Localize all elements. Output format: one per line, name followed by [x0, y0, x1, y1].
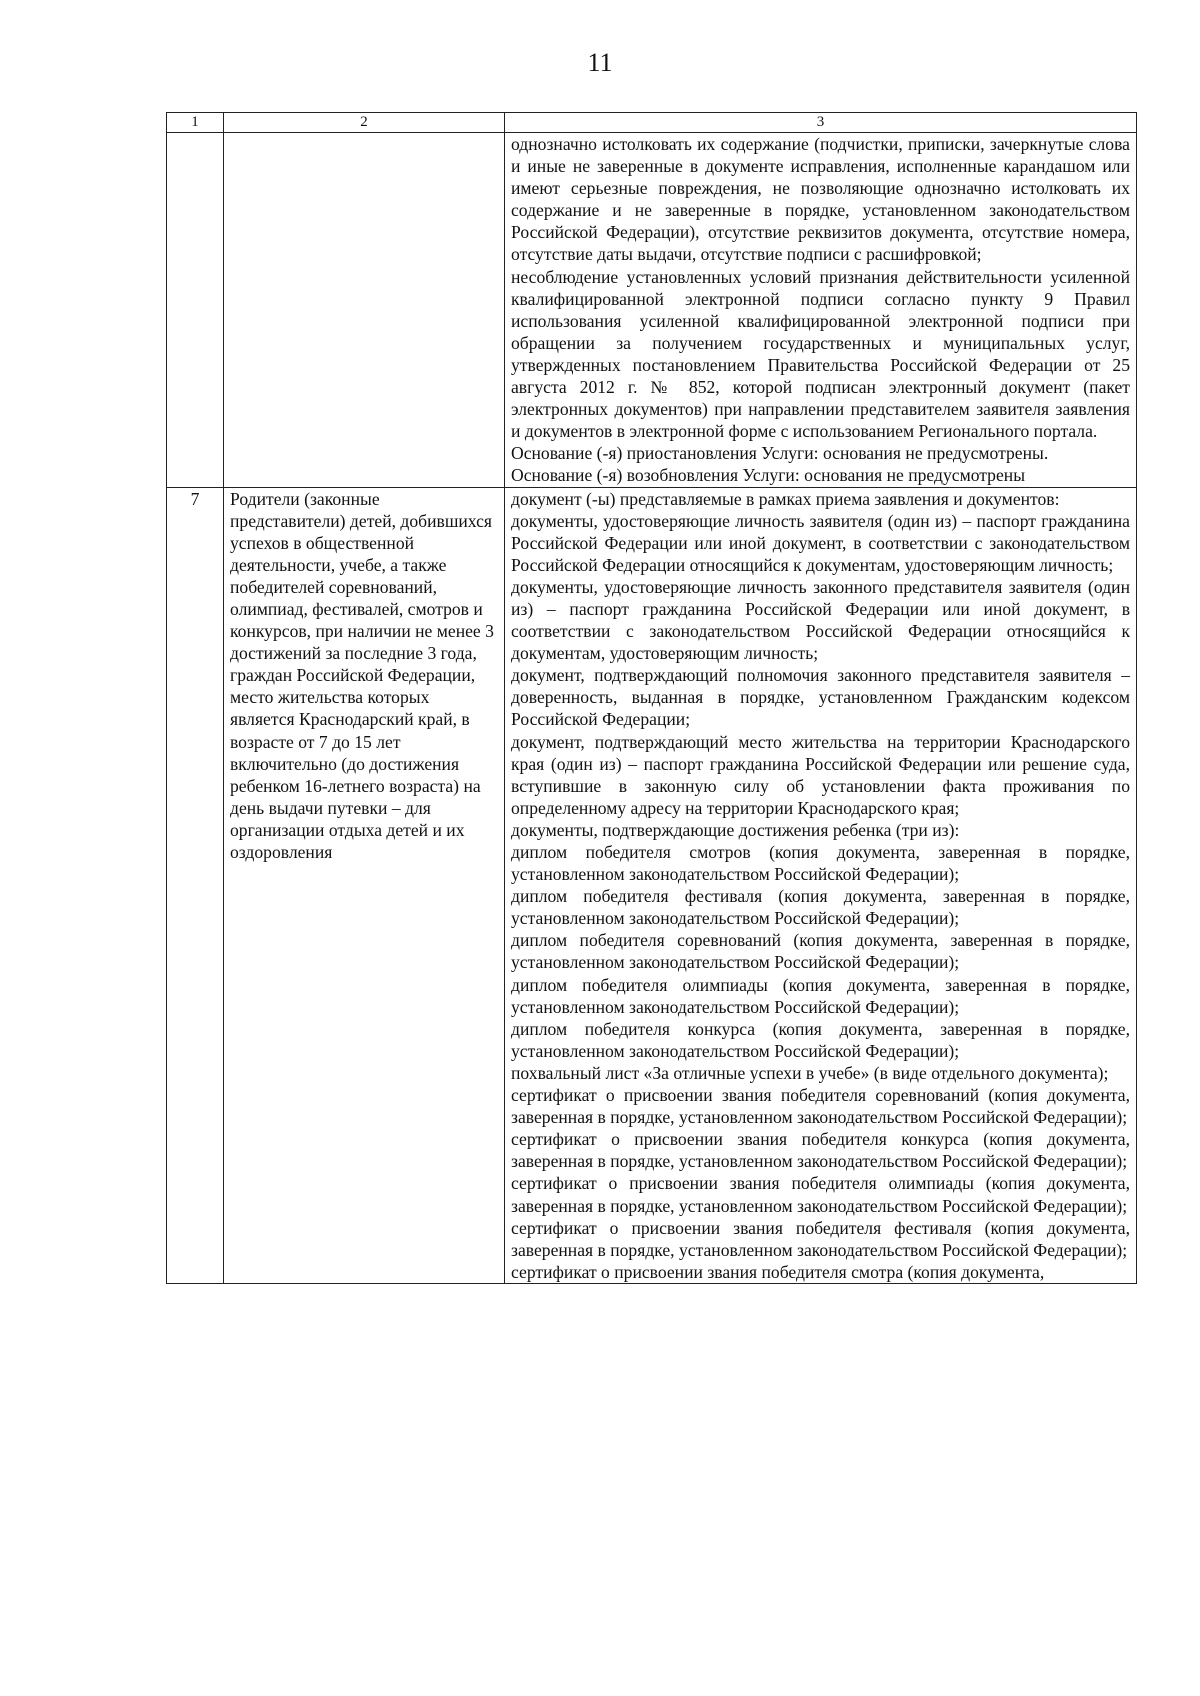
- paragraph: диплом победителя смотров (копия документа, заверенная в порядке, установленном законодательством Российской Федерации);: [511, 842, 1130, 885]
- paragraph: документ (-ы) представляемые в рамках приема заявления и документов:: [511, 488, 1060, 509]
- paragraph: документы, подтверждающие достижения ребенка (три из):: [511, 819, 960, 840]
- paragraph: документы, удостоверяющие личность законного представителя заявителя (один из) – паспорт гражданина Российской Федерации или иной документ, в соответствии с законодательством Российской Федерации относящийся к документам, удостоверяющим личность;: [511, 576, 1130, 664]
- column-header-3: 3: [505, 113, 1137, 133]
- paragraph: сертификат о присвоении звания победителя фестиваля (копия документа, заверенная в порядке, установленном законодательством Российской Федерации);: [511, 1217, 1130, 1260]
- paragraph: диплом победителя олимпиады (копия документа, заверенная в порядке, установленном законодательством Российской Федерации);: [511, 974, 1130, 1017]
- column-header-2: 2: [224, 113, 505, 133]
- services-table: [166, 112, 1137, 1284]
- paragraph: документы, удостоверяющие личность заявителя (один из) – паспорт гражданина Российской Федерации или иной документ, в соответствии с законодательством Российской Федерации относящийся к документам, удостоверяющим личность;: [511, 510, 1130, 575]
- row-description: [224, 133, 505, 488]
- paragraph: документ, подтверждающий полномочия законного представителя заявителя – доверенность, выданная в порядке, установленном Гражданским кодексом Российской Федерации;: [511, 665, 1130, 730]
- paragraph: диплом победителя фестиваля (копия документа, заверенная в порядке, установленном законодательством Российской Федерации);: [511, 886, 1130, 929]
- paragraph: диплом победителя соревнований (копия документа, заверенная в порядке, установленном законодательством Российской Федерации);: [511, 930, 1130, 973]
- row-number: [167, 133, 224, 488]
- applicant-category: Родители (законные представители) детей, добившихся успехов в общественной деятельности, учебе, а также победителей соревнований, олимпиад, фестивалей, смотров и конкурсов, при наличии не менее 3 достижений за последние 3 года, граждан Российской Федерации, место жительства которых является Краснодарский край, в возрасте от 7 до 15 лет включительно (до достижения ребенком 16-летнего возраста) на день выдачи путевки – для организации отдыха детей и их оздоровления: [230, 488, 494, 862]
- paragraph: сертификат о присвоении звания победителя соревнований (копия документа, заверенная в порядке, установленном законодательством Российской Федерации);: [511, 1085, 1130, 1128]
- row-description: [224, 487, 505, 1283]
- paragraph: несоблюдение установленных условий признания действительности усиленной квалифицированной электронной подписи согласно пункту 9 Правил использования усиленной квалифицированной электронной подписи при обращении за получением государственных и муниципальных услуг, утвержденных постановлением Правительства Российской Федерации от 25 августа 2012 г. № 852, которой подписан электронный документ (пакет электронных документов) при направлении представителем заявителя заявления и документов в электронной форме с использованием Регионального портала.: [511, 266, 1130, 442]
- page-number: 11: [587, 48, 613, 77]
- column-header-1: 1: [167, 113, 224, 133]
- paragraph: Основание (-я) возобновления Услуги: основания не предусмотрены: [511, 465, 1026, 486]
- row-number: 7: [167, 487, 224, 1283]
- row-content: [505, 487, 1137, 1283]
- paragraph: однозначно истолковать их содержание (подчистки, приписки, зачеркнутые слова и иные не заверенные в документе исправления, исполненные карандашом или имеют серьезные повреждения, не позволяющие однозначно истолковать их содержание и не заверенные в порядке, установленном законодательством Российской Федерации), отсутствие реквизитов документа, отсутствие номера, отсутствие даты выдачи, отсутствие подписи с расшифровкой;: [511, 134, 1130, 265]
- table-header-row: [167, 113, 1137, 133]
- paragraph: сертификат о присвоении звания победителя олимпиады (копия документа, заверенная в порядке, установленном законодательством Российской Федерации);: [511, 1173, 1130, 1216]
- paragraph: документ, подтверждающий место жительства на территории Краснодарского края (один из) – паспорт гражданина Российской Федерации или решение суда, вступившие в законную силу об установлении факта проживания по определенному адресу на территории Краснодарского края;: [511, 731, 1130, 818]
- paragraph: Основание (-я) приостановления Услуги: основания не предусмотрены.: [511, 443, 1049, 464]
- row-content: [505, 133, 1137, 488]
- paragraph: диплом победителя конкурса (копия документа, заверенная в порядке, установленном законодательством Российской Федерации);: [511, 1018, 1130, 1061]
- table-row-continued: [167, 133, 1137, 488]
- paragraph: сертификат о присвоении звания победителя смотра (копия документа,: [511, 1261, 1045, 1282]
- table-row-7: [167, 487, 1137, 1283]
- paragraph: похвальный лист «За отличные успехи в учебе» (в виде отдельного документа);: [511, 1062, 1109, 1083]
- paragraph: сертификат о присвоении звания победителя конкурса (копия документа, заверенная в порядке, установленном законодательством Российской Федерации);: [511, 1129, 1130, 1172]
